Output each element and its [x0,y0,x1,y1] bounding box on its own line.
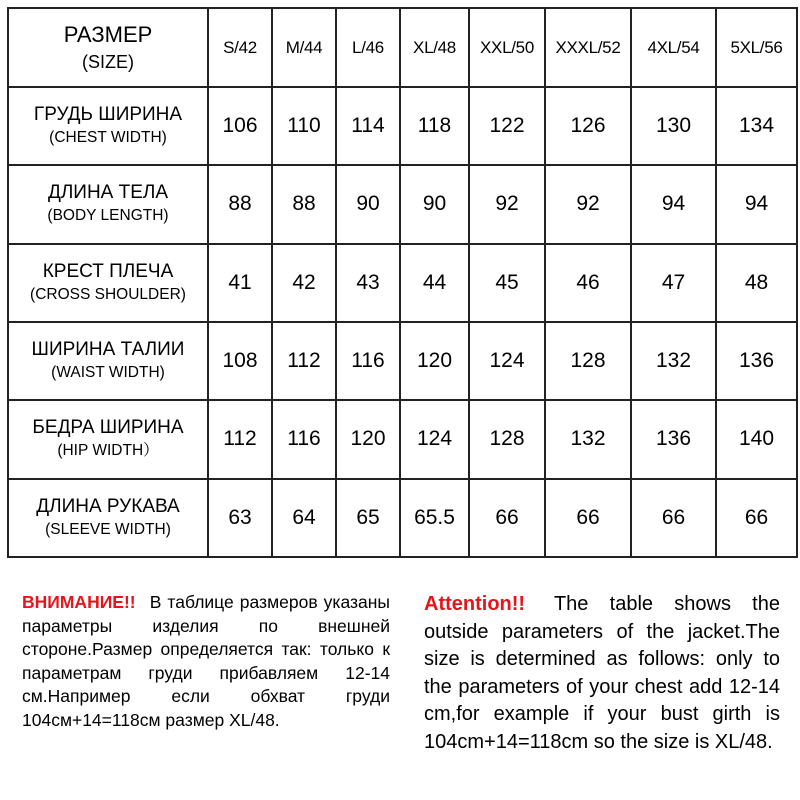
measurement-cell: 63 [208,479,272,557]
parameter-label-ru: ШИРИНА ТАЛИИ [31,339,185,361]
parameter-label-en: (SLEEVE WIDTH) [45,520,171,538]
size-chart-table [7,7,798,558]
measurement-cell: 132 [631,322,716,400]
measurement-cell: 116 [336,322,400,400]
measurement-cell: 116 [272,400,336,478]
size-header-cell [8,8,208,87]
parameter-label-cell [8,479,208,557]
size-column-header: 4XL/54 [631,8,716,87]
measurement-cell: 92 [469,165,545,243]
measurement-cell: 134 [716,87,797,165]
parameter-label-ru: ДЛИНА РУКАВА [36,495,180,517]
measurement-cell: 114 [336,87,400,165]
parameter-label-en: (CROSS SHOULDER) [30,285,186,303]
measurement-cell: 110 [272,87,336,165]
measurement-cell: 42 [272,244,336,322]
parameter-label-en: (CHEST WIDTH) [49,129,167,147]
note-english [424,591,780,756]
measurement-cell: 124 [400,400,469,478]
warning-label-ru: ВНИМАНИЕ!! [22,592,136,612]
measurement-cell: 46 [545,244,631,322]
measurement-cell: 94 [716,165,797,243]
measurement-cell: 66 [545,479,631,557]
parameter-label-ru: ГРУДЬ ШИРИНА [33,104,183,126]
size-column-header: M/44 [272,8,336,87]
table-row-waist-width [8,322,797,400]
measurement-cell: 94 [631,165,716,243]
parameter-label-cell [8,87,208,165]
measurement-cell: 90 [400,165,469,243]
table-row-sleeve-width [8,479,797,557]
parameter-label-en: (WAIST WIDTH) [51,364,165,382]
measurement-cell: 47 [631,244,716,322]
measurement-cell: 90 [336,165,400,243]
note-text-en: The table shows the outside parameters of the jacket.The size is determined as follows: only to the parameters of your chest add 12-14 cm,for example if your bust girth is 104cm+14=118cm so the size is XL/48. [424,593,780,753]
table-row-hip-width [8,400,797,478]
measurement-cell: 122 [469,87,545,165]
note-russian [22,591,390,732]
measurement-cell: 140 [716,400,797,478]
table-row-body-length [8,165,797,243]
measurement-cell: 120 [336,400,400,478]
parameter-label-ru: КРЕСТ ПЛЕЧА [42,260,174,282]
measurement-cell: 108 [208,322,272,400]
warning-label-en: Attention!! [424,593,526,615]
measurement-cell: 45 [469,244,545,322]
measurement-cell: 66 [631,479,716,557]
size-header-en: (SIZE) [82,51,134,72]
parameter-label-cell [8,244,208,322]
size-column-header: S/42 [208,8,272,87]
size-column-header: L/46 [336,8,400,87]
measurement-cell: 88 [208,165,272,243]
size-column-header: XXXL/52 [545,8,631,87]
measurement-cell: 136 [716,322,797,400]
parameter-label-en: (HIP WIDTH） [57,442,159,460]
measurement-cell: 112 [272,322,336,400]
notes-section [0,558,800,800]
parameter-label-cell [8,322,208,400]
measurement-cell: 65.5 [400,479,469,557]
size-column-header: XXL/50 [469,8,545,87]
measurement-cell: 126 [545,87,631,165]
measurement-cell: 132 [545,400,631,478]
measurement-cell: 124 [469,322,545,400]
measurement-cell: 128 [545,322,631,400]
table-row-chest-width [8,87,797,165]
measurement-cell: 48 [716,244,797,322]
measurement-cell: 66 [469,479,545,557]
measurement-cell: 44 [400,244,469,322]
size-column-header: 5XL/56 [716,8,797,87]
parameter-label-ru: БЕДРА ШИРИНА [32,417,184,439]
measurement-cell: 130 [631,87,716,165]
parameter-label-cell [8,165,208,243]
measurement-cell: 106 [208,87,272,165]
measurement-cell: 64 [272,479,336,557]
measurement-cell: 43 [336,244,400,322]
header-row [8,8,797,87]
measurement-cell: 120 [400,322,469,400]
measurement-cell: 41 [208,244,272,322]
parameter-label-en: (BODY LENGTH) [47,207,169,225]
note-text-ru: В таблице размеров указаны параметры изделия по внешней стороне.Размер определяется так: только к параметрам груди прибавляем 12-14 см.Например если обхват груди 104см+14=118см размер XL/48. [22,592,390,730]
measurement-cell: 66 [716,479,797,557]
measurement-cell: 88 [272,165,336,243]
measurement-cell: 136 [631,400,716,478]
table-row-cross-shoulder [8,244,797,322]
size-header-ru: РАЗМЕР [63,21,153,47]
size-column-header: XL/48 [400,8,469,87]
measurement-cell: 128 [469,400,545,478]
parameter-label-cell [8,400,208,478]
measurement-cell: 118 [400,87,469,165]
parameter-label-ru: ДЛИНА ТЕЛА [47,182,169,204]
measurement-cell: 112 [208,400,272,478]
measurement-cell: 92 [545,165,631,243]
measurement-cell: 65 [336,479,400,557]
